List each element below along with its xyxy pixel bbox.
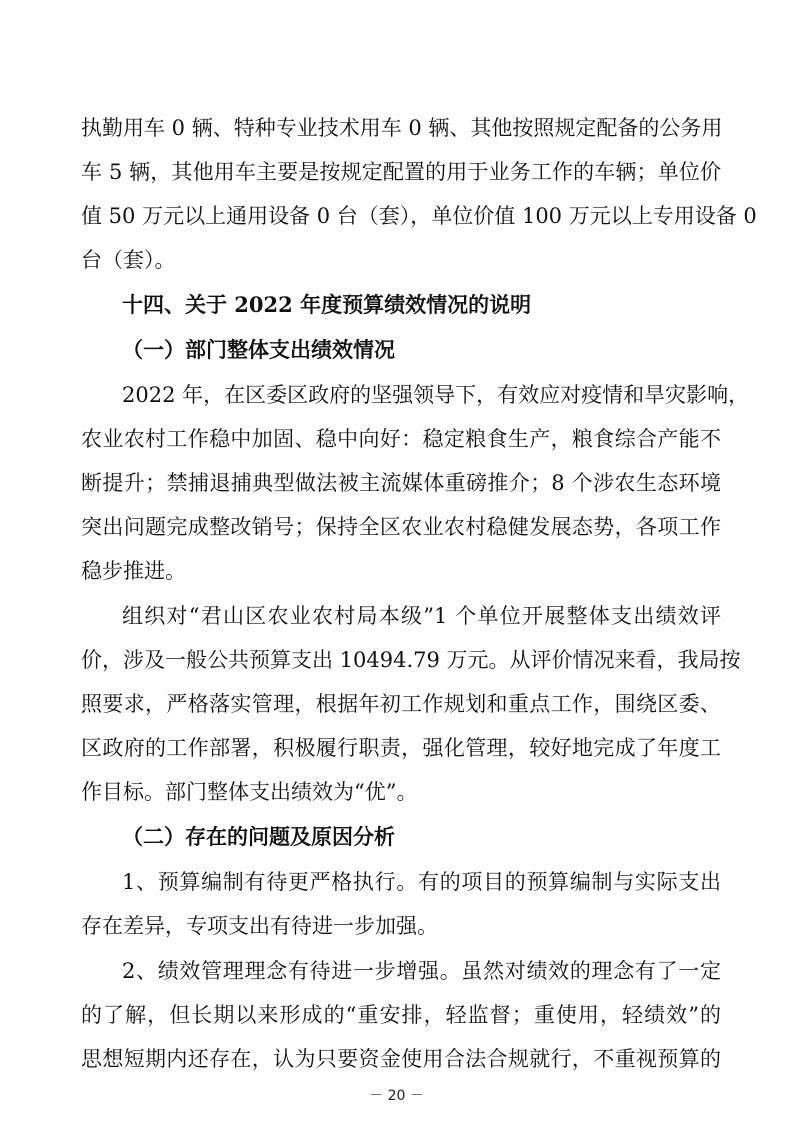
body-text-line: 照要求，严格落实管理，根据年初工作规划和重点工作，围绕区委、 <box>81 692 721 716</box>
body-text-line: 突出问题完成整改销号；保持全区农业农村稳健发展态势，各项工作 <box>81 515 721 539</box>
body-text-line: 2022 年，在区委区政府的坚强领导下，有效应对疫情和旱灾影响， <box>122 383 750 407</box>
body-text-line: 思想短期内还存在，认为只要资金使用合法合规就行，不重视预算的 <box>81 1047 721 1071</box>
page-number: － 20 － <box>369 1088 424 1104</box>
subsection-heading: （二）存在的问题及原因分析 <box>122 824 395 849</box>
body-text-line: 值 50 万元以上通用设备 0 台（套），单位价值 100 万元以上专用设备 0 <box>81 204 757 228</box>
subsection-heading: （一）部门整体支出绩效情况 <box>122 337 395 362</box>
body-text-line: 台（套）。 <box>81 248 176 272</box>
section-heading: 十四、关于 2022 年度预算绩效情况的说明 <box>122 292 532 317</box>
body-text-line: 存在差异，专项支出有待进一步加强。 <box>81 914 438 938</box>
body-text-line: 组织对“君山区农业农村局本级”1 个单位开展整体支出绩效评 <box>122 604 721 628</box>
body-text-line: 执勤用车 0 辆、特种专业技术用车 0 辆、其他按照规定配备的公务用 <box>81 116 723 140</box>
body-text-line: 农业农村工作稳中加固、稳中向好：稳定粮食生产，粮食综合产能不 <box>81 427 721 451</box>
body-text-line: 价，涉及一般公共预算支出 10494.79 万元。从评价情况来看，我局按 <box>81 648 741 672</box>
body-text-line: 作目标。部门整体支出绩效为“优”。 <box>81 780 418 804</box>
body-text-line: 稳步推进。 <box>81 559 186 583</box>
body-text-line: 断提升；禁捕退捕典型做法被主流媒体重磅推介；8 个涉农生态环境 <box>81 471 721 495</box>
body-text-line: 1、预算编制有待更严格执行。有的项目的预算编制与实际支出 <box>122 870 721 894</box>
body-text-line: 2、绩效管理理念有待进一步增强。虽然对绩效的理念有了一定 <box>122 959 721 983</box>
body-text-line: 车 5 辆，其他用车主要是按规定配置的用于业务工作的车辆；单位价 <box>81 160 721 184</box>
body-text-line: 的了解，但长期以来形成的“重安排，轻监督；重使用，轻绩效”的 <box>81 1003 721 1027</box>
body-text-line: 区政府的工作部署，积极履行职责，强化管理，较好地完成了年度工 <box>81 736 721 760</box>
